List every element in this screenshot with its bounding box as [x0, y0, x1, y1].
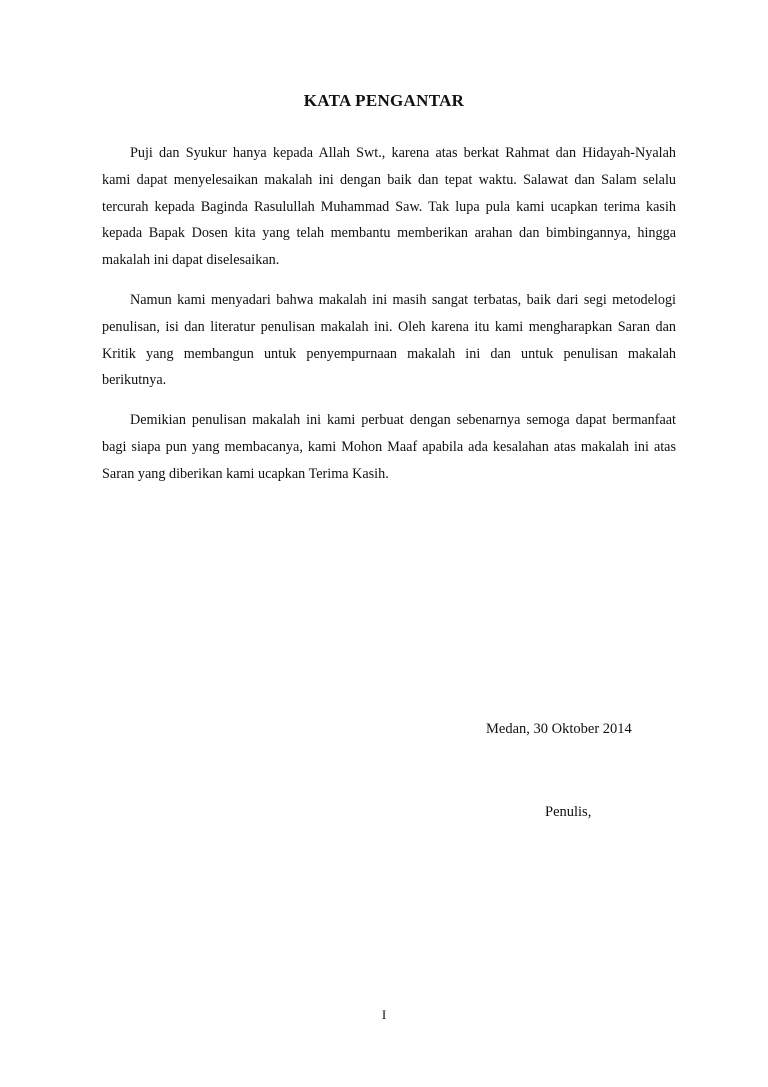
paragraph-2: Namun kami menyadari bahwa makalah ini masih sangat terbatas, baik dari segi metodelogi penulisan, isi dan literatur penulisan makalah ini. Oleh karena itu kami mengharapkan Saran dan Kritik yang membangun untuk penyempurnaan makalah ini dan untuk penulisan makalah berikutnya.	[102, 291, 676, 389]
page-number: I	[381, 1007, 387, 1022]
paragraph-3: Demikian penulisan makalah ini kami perbuat dengan sebenarnya semoga dapat bermanfaat bagi siapa pun yang membacanya, kami Mohon Maaf apabila ada kesalahan atas makalah ini atas Saran yang diberikan kami ucapkan Terima Kasih.	[102, 412, 676, 482]
paragraph-1: Puji dan Syukur hanya kepada Allah Swt., karena atas berkat Rahmat dan Hidayah-Nyalah kami dapat menyelesaikan makalah ini dengan baik dan tepat waktu. Salawat dan Salam selalu tercurah kepada Baginda Rasulullah Muhammad Saw. Tak lupa pula kami ucapkan terima kasih kepada Bapak Dosen kita yang telah membantu memberikan arahan dan bimbingannya, hingga makalah ini dapat diselesaikan.	[102, 145, 676, 269]
page-title: KATA PENGANTAR	[303, 91, 465, 110]
body-text	[102, 140, 676, 501]
writer-label: Penulis,	[545, 804, 592, 820]
place-date: Medan, 30 Oktober 2014	[486, 721, 632, 737]
